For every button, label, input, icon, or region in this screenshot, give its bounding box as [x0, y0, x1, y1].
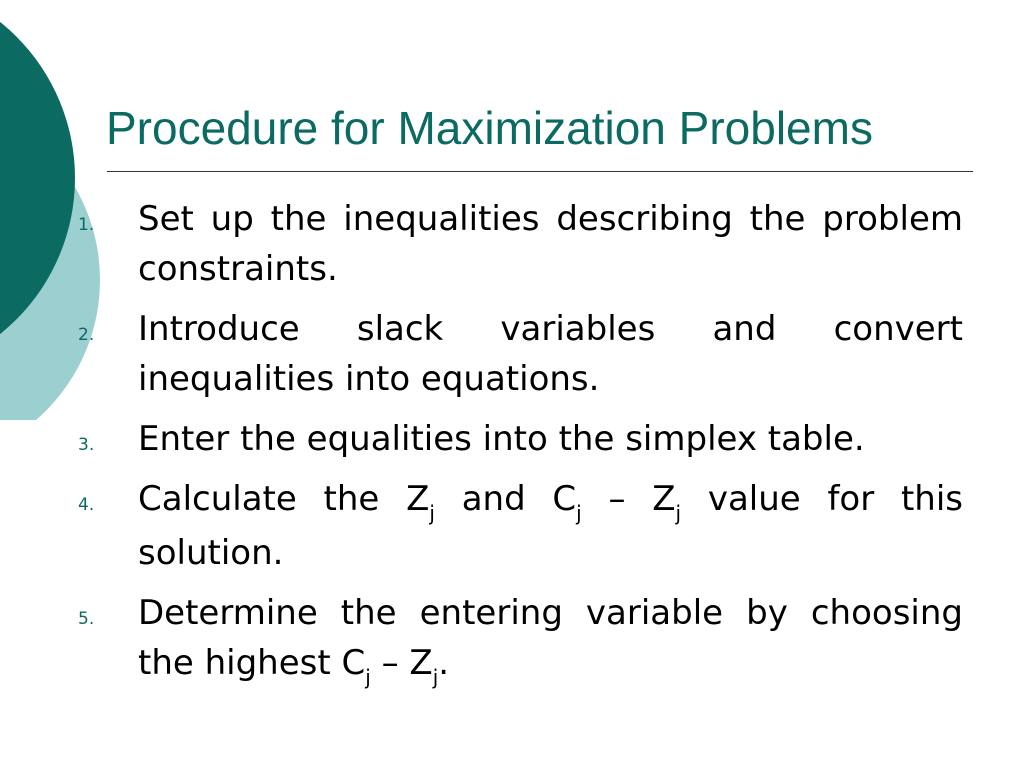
step-text: [138, 474, 963, 578]
subscript-j: j: [576, 501, 582, 525]
title-divider: [107, 171, 973, 172]
subscript-j: j: [365, 665, 371, 689]
subscript-j: j: [432, 665, 439, 689]
step-number: 3.: [78, 435, 95, 455]
step-text-run: .: [438, 643, 450, 683]
step-number: 1.: [78, 215, 95, 235]
list-item-step-4: [78, 474, 963, 578]
subscript-j: j: [675, 501, 682, 525]
procedure-steps-list: [78, 194, 963, 702]
list-item-step-5: [78, 588, 963, 692]
slide-title: Procedure for Maximization Problems: [106, 102, 873, 154]
step-text-run: – Z: [370, 643, 433, 683]
step-text-run: and C: [434, 479, 577, 519]
step-text-run: Determine the entering variable by choosing the highest C: [138, 593, 963, 683]
step-text-run: Calculate the Z: [138, 479, 430, 519]
list-item-step-2: [78, 304, 963, 404]
step-number: 5.: [78, 609, 95, 629]
step-text-run: value for this solution.: [138, 479, 963, 573]
step-text-run: – Z: [581, 479, 676, 519]
step-text: Set up the inequalities describing the problem constraints.: [138, 199, 963, 289]
step-text: Introduce slack variables and convert inequalities into equations.: [138, 309, 963, 399]
step-number: 4.: [78, 495, 95, 515]
step-text: Enter the equalities into the simplex table.: [138, 419, 865, 459]
step-number: 2.: [78, 325, 95, 345]
subscript-j: j: [429, 501, 435, 525]
list-item-step-1: [78, 194, 963, 294]
list-item-step-3: [78, 414, 963, 464]
step-text: [138, 588, 963, 692]
